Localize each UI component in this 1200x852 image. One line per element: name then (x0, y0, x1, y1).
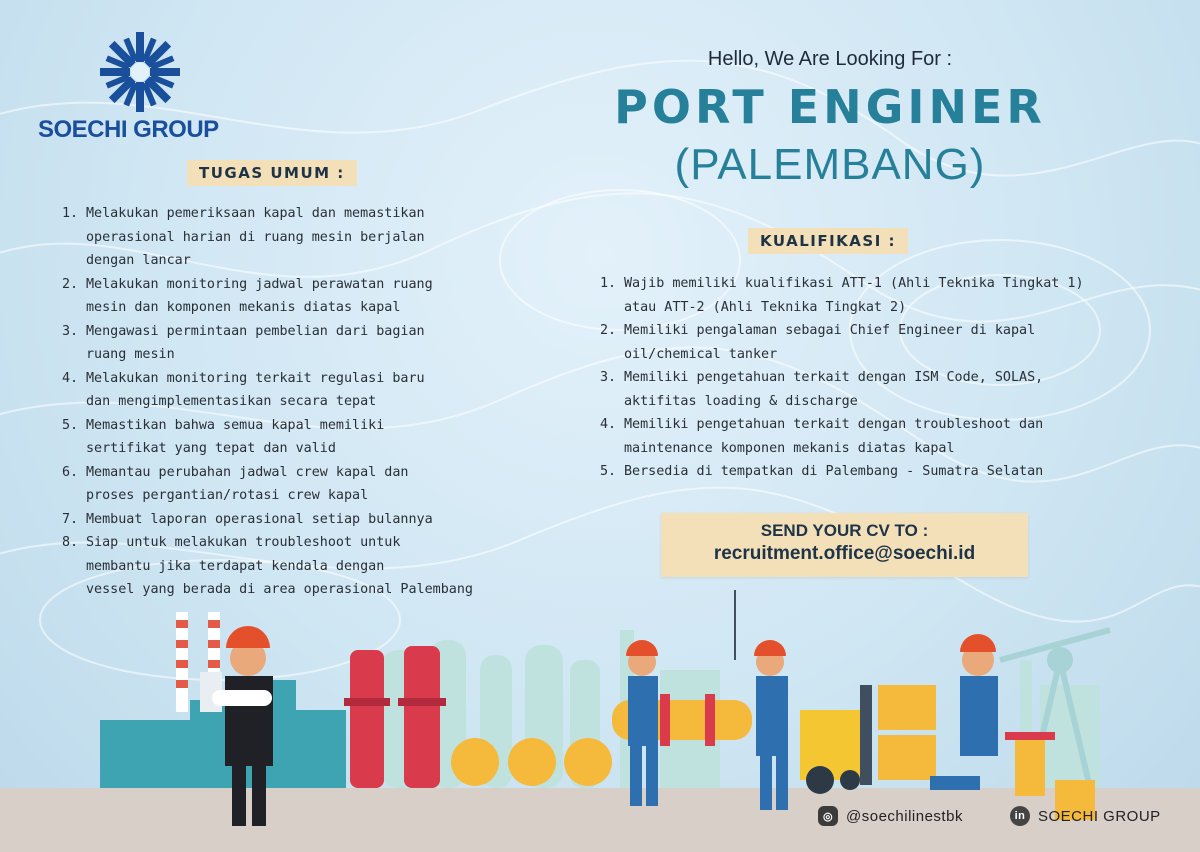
list-item-number: 1. (62, 206, 79, 221)
worker-icon (754, 640, 788, 810)
list-item-line: membantu jika terdapat kendala dengan (86, 558, 385, 574)
list-item-line: dengan lancar (86, 253, 191, 268)
list-item (62, 461, 532, 508)
list-item-line: Memiliki pengetahuan terkait dengan ISM Code, SOLAS, (624, 370, 1044, 385)
list-item-number: 6. (62, 464, 79, 480)
list-item (600, 460, 1120, 484)
list-item-line: Memiliki pengalaman sebagai Chief Engineer di kapal (624, 323, 1036, 338)
list-item-line: dan mengimplementasikan secara tepat (86, 394, 377, 409)
list-item-number: 5. (600, 464, 617, 479)
list-item (600, 319, 1120, 366)
list-item-line: Bersedia di tempatkan di Palembang - Sumatra Selatan (624, 464, 1044, 479)
instagram-handle-text: @soechilinestbk (846, 807, 963, 825)
list-item (600, 272, 1120, 319)
linkedin-handle-text: SOECHI GROUP (1038, 807, 1161, 825)
kualifikasi-list (600, 272, 1120, 484)
list-item-line: aktifitas loading & discharge (624, 393, 858, 409)
tugas-umum-list (62, 202, 532, 602)
linkedin-handle[interactable] (1010, 806, 1161, 826)
worker-icon (930, 634, 998, 790)
intro-text: Hello, We Are Looking For : (707, 48, 953, 70)
list-item (600, 413, 1120, 460)
list-item-line: mesin dan komponen mekanis diatas kapal (86, 300, 401, 315)
list-item-number: 4. (600, 417, 617, 432)
list-item-line: ruang mesin (86, 347, 175, 362)
list-item-number: 1. (600, 276, 617, 291)
list-item-line: sertifikat yang tepat dan valid (86, 441, 336, 456)
list-item-line: Melakukan monitoring jadwal perawatan ruang (86, 276, 433, 292)
kualifikasi-heading: KUALIFIKASI : (748, 228, 908, 254)
list-item-line: Wajib memiliki kualifikasi ATT-1 (Ahli Teknika Tingkat 1) (624, 276, 1084, 291)
list-item-number: 3. (600, 370, 617, 385)
list-item-number: 2. (62, 276, 79, 292)
list-item-line: operasional harian di ruang mesin berjalan (86, 229, 425, 245)
list-item (62, 508, 532, 532)
yellow-sphere-tank-icon (451, 738, 612, 786)
list-item-line: vessel yang berada di area operasional Palembang (86, 582, 473, 597)
list-item-line: Siap untuk melakukan troubleshoot untuk (86, 535, 401, 550)
send-cv-title: SEND YOUR CV TO : (760, 521, 929, 540)
forklift-icon (800, 685, 936, 794)
tugas-umum-heading: TUGAS UMUM : (187, 160, 357, 186)
company-name: SOECHI GROUP (38, 116, 219, 143)
job-location: (PALEMBANG) (674, 140, 986, 189)
list-item-number: 4. (62, 370, 79, 386)
list-item-line: Membuat laporan operasional setiap bulannya (86, 511, 433, 527)
list-item-line: maintenance komponen mekanis diatas kapal (624, 440, 955, 456)
list-item (600, 366, 1120, 413)
list-item-line: Melakukan pemeriksaan kapal dan memastikan (86, 206, 425, 221)
list-item-line: oil/chemical tanker (624, 346, 778, 362)
worker-icon (626, 640, 658, 806)
instagram-handle[interactable] (818, 806, 963, 826)
list-item-line: Memantau perubahan jadwal crew kapal dan (86, 464, 409, 480)
list-item-number: 3. (62, 323, 79, 339)
list-item-number: 7. (62, 511, 79, 527)
list-item (62, 202, 532, 273)
instagram-icon: ◎ (818, 806, 838, 826)
list-item-line: Memastikan bahwa semua kapal memiliki (86, 417, 385, 433)
list-item (62, 367, 532, 414)
list-item-line: Melakukan monitoring terkait regulasi baru (86, 370, 425, 386)
list-item (62, 414, 532, 461)
list-item (62, 273, 532, 320)
list-item-number: 2. (600, 323, 617, 338)
company-logo (38, 30, 243, 144)
list-item (62, 320, 532, 367)
list-item-line: proses pergantian/rotasi crew kapal (86, 488, 369, 503)
job-title: PORT ENGINER (614, 80, 1046, 134)
send-cv-box (661, 513, 1028, 577)
linkedin-icon: in (1010, 806, 1030, 826)
cv-email-link[interactable]: recruitment.office@soechi.id (713, 543, 976, 564)
list-item-number: 5. (62, 417, 79, 433)
list-item-number: 8. (62, 535, 79, 550)
list-item-line: Memiliki pengetahuan terkait dengan troubleshoot dan (624, 417, 1044, 432)
factory-building-icon (100, 672, 346, 788)
soechi-star-icon (98, 30, 182, 114)
list-item-line: atau ATT-2 (Ahli Teknika Tingkat 2) (624, 299, 907, 315)
list-item-line: Mengawasi permintaan pembelian dari bagian (86, 323, 425, 339)
